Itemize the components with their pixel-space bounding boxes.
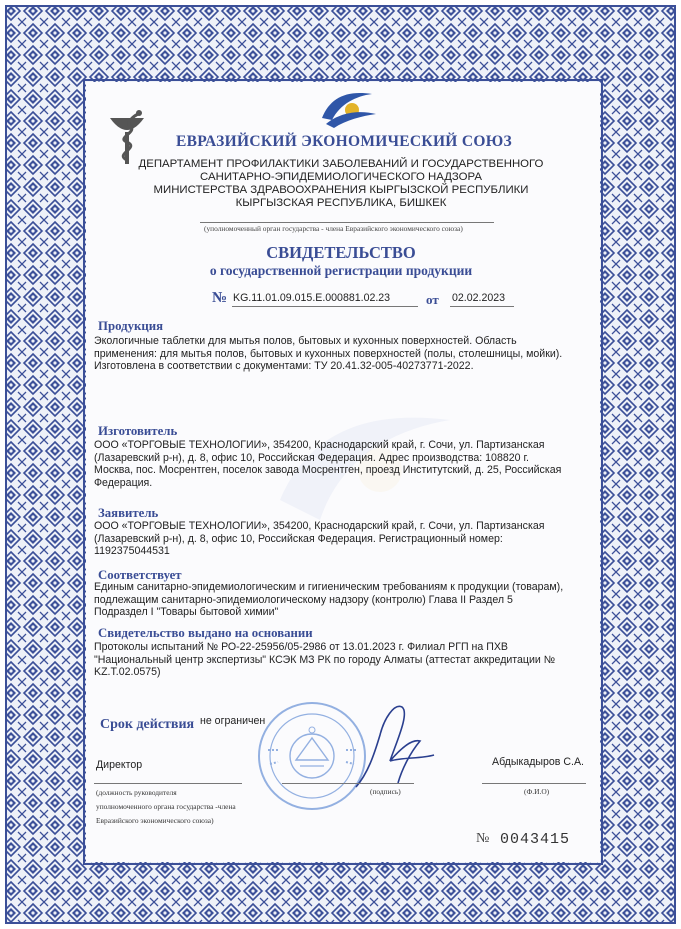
- position-caption-line: уполномоченного органа государства -члена: [96, 802, 236, 811]
- position-caption: [96, 786, 236, 828]
- manufacturer-line: Москва, пос. Мосрентген, поселок завода Мосрентген, проезд Институтский, д. 25, Российская: [94, 464, 562, 477]
- number-label: №: [212, 290, 228, 306]
- product-text: [94, 335, 562, 373]
- dept-line-4: КЫРГЫЗСКАЯ РЕСПУБЛИКА, БИШКЕК: [235, 197, 447, 209]
- dept-line-3: МИНИСТЕРСТВА ЗДРАВООХРАНЕНИЯ КЫРГЫЗСКОЙ РЕСПУБЛИКИ: [153, 184, 529, 196]
- position-text: Директор: [96, 759, 143, 771]
- signature-icon: [350, 695, 440, 795]
- serial-number: 0043415: [500, 831, 571, 848]
- certificate-title: СВИДЕТЕЛЬСТВО: [266, 243, 416, 262]
- dept-line-1: ДЕПАРТАМЕНТ ПРОФИЛАКТИКИ ЗАБОЛЕВАНИЙ И ГОСУДАРСТВЕННОГО: [138, 158, 544, 170]
- applicant-line: 1192375044531: [94, 545, 170, 558]
- name-caption: (Ф.И.О): [524, 787, 550, 796]
- basis-label: Свидетельство выдано на основании: [98, 626, 313, 640]
- position-caption-line: Евразийского экономического союза): [96, 816, 214, 825]
- signature-line: [282, 783, 414, 784]
- certificate-number: KG.11.01.09.015.E.000881.02.23: [233, 292, 391, 304]
- complies-text: [94, 581, 563, 619]
- manufacturer-line: ООО «ТОРГОВЫЕ ТЕХНОЛОГИИ», 354200, Краснодарский край, г. Сочи, ул. Партизанская: [94, 439, 545, 451]
- position-caption-line: (должность руководителя: [96, 788, 177, 797]
- product-line: Изготовлена в соответствии с документами: ТУ 20.41.32-005-40273771-2022.: [94, 360, 474, 373]
- certificate-subtitle: о государственной регистрации продукции: [209, 263, 473, 278]
- basis-line: Протоколы испытаний № РО-22-25956/05-2986 от 13.01.2023 г. Филиал РГП на ПХВ: [94, 641, 508, 653]
- org-name: ЕВРАЗИЙСКИЙ ЭКОНОМИЧЕСКИЙ СОЮЗ: [176, 133, 512, 150]
- manufacturer-line: (Лазаревский р-н), д. 8, офис 10, Российская Федерация. Адрес производства: 108820 г.: [94, 451, 529, 464]
- signatory-name: Абдыкадыров С.А.: [492, 756, 584, 768]
- basis-line: KZ.T.02.0575): [94, 666, 161, 679]
- basis-text: [94, 641, 555, 679]
- complies-line: Подраздел I "Товары бытовой химии": [94, 606, 279, 619]
- product-line: Экологичные таблетки для мытья полов, бытовых и кухонных поверхностей. Область: [94, 335, 517, 347]
- complies-line: Единым санитарно-эпидемиологическим и гигиеническим требованиям к продукции (товарам),: [94, 581, 564, 593]
- date-label: от: [426, 292, 439, 307]
- product-label: Продукция: [98, 319, 164, 333]
- manufacturer-label: Изготовитель: [98, 424, 178, 438]
- applicant-line: (Лазаревский р-н), д. 8, офис 10, Российская Федерация. Регистрационный номер:: [94, 532, 503, 545]
- eaeu-emblem-icon: [316, 84, 378, 128]
- manufacturer-line: Федерация.: [94, 476, 153, 489]
- product-line: применения: для мытья полов, бытовых и кухонных поверхностей (полы, столешницы, мойки).: [94, 347, 563, 360]
- applicant-line: ООО «ТОРГОВЫЕ ТЕХНОЛОГИИ», 354200, Краснодарский край, г. Сочи, ул. Партизанская: [94, 520, 545, 532]
- dept-line-2: САНИТАРНО-ЭПИДЕМИОЛОГИЧЕСКОГО НАДЗОРА: [200, 171, 482, 183]
- complies-label: Соответствует: [98, 568, 182, 582]
- number-underline: [232, 306, 418, 307]
- authority-note: (уполномоченный орган государства - члена Евразийского экономического союза): [204, 224, 463, 233]
- certificate-date: 02.02.2023: [452, 292, 506, 304]
- serial-label: №: [476, 831, 490, 846]
- manufacturer-text: [94, 439, 561, 489]
- position-line: [94, 783, 242, 784]
- complies-line: подлежащим санитарно-эпидемиологическому надзору (контролю) Глава II Раздел 5: [94, 593, 513, 606]
- authority-line: [200, 222, 494, 223]
- name-line: [482, 783, 586, 784]
- basis-line: "Национальный центр экспертизы" КСЭК МЗ РК по городу Алматы (аттестат аккредитации №: [94, 653, 556, 666]
- validity-label: Срок действия: [100, 717, 195, 732]
- validity-value: не ограничен: [200, 715, 266, 727]
- signature-caption: (подпись): [370, 787, 401, 796]
- applicant-text: [94, 520, 544, 558]
- date-underline: [450, 306, 514, 307]
- applicant-label: Заявитель: [98, 506, 159, 520]
